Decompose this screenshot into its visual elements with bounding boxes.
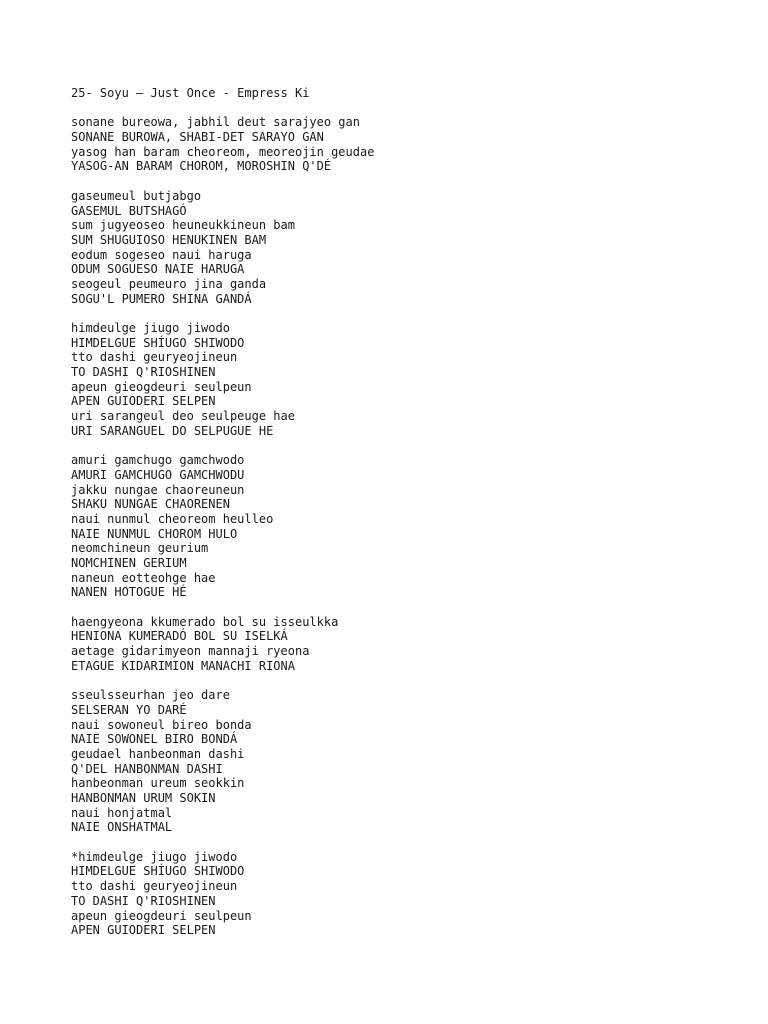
lyric-line: eodum sogeseo naui haruga (71, 247, 252, 262)
lyric-line: tto dashi geuryeojineun (71, 879, 238, 894)
lyric-line: *himdeulge jiugo jiwodo (71, 849, 238, 864)
lyrics-stanza (71, 321, 731, 439)
lyric-line: SHAKU NUNGAE CHAORENEN (71, 497, 230, 512)
lyric-line: SUM SHUGUIOSO HENUKINEN BAM (71, 232, 267, 247)
lyric-line: seogeul peumeuro jina ganda (71, 276, 267, 291)
lyric-line: NAIE SOWONEL BIRO BONDÁ (71, 732, 238, 747)
lyric-line: haengyeona kkumerado bol su isseulkka (71, 614, 339, 629)
lyric-line: neomchineun geurium (71, 541, 209, 556)
lyric-line: AMURI GAMCHUGO GAMCHWODU (71, 467, 245, 482)
lyric-line: sonane bureowa, jabhil deut sarajyeo gan (71, 115, 360, 130)
lyric-line: aetage gidarimyeon mannaji ryeona (71, 644, 310, 659)
lyric-line: HIMDELGUE SHÍUGO SHIWODO (71, 864, 245, 879)
lyrics-stanza (71, 453, 731, 600)
stanza-list (71, 115, 731, 938)
lyric-line: uri sarangeul deo seulpeuge hae (71, 409, 295, 424)
lyrics-stanza (71, 850, 731, 938)
lyric-line: NANEN HOTOGUE HÉ (71, 585, 187, 600)
lyric-line: NAIE NUNMUL CHOROM HULO (71, 526, 238, 541)
lyric-line: HANBONMAN URUM SOKIN (71, 791, 216, 806)
lyric-line: naui nunmul cheoreom heulleo (71, 511, 274, 526)
lyric-line: SELSERAN YO DARÉ (71, 702, 187, 717)
lyric-line: apeun gieogdeuri seulpeun (71, 379, 252, 394)
lyric-line: himdeulge jiugo jiwodo (71, 321, 230, 336)
lyric-line: naui sowoneul bireo bonda (71, 717, 252, 732)
lyric-line: jakku nungae chaoreuneun (71, 482, 245, 497)
lyric-line: yasog han baram cheoreom, meoreojin geudae (71, 144, 375, 159)
lyric-line: HIMDELGUE SHÍUGO SHIWODO (71, 335, 245, 350)
lyric-line: apeun gieogdeuri seulpeun (71, 908, 252, 923)
lyrics-document (71, 86, 731, 953)
lyrics-stanza (71, 688, 731, 835)
lyric-line: HENIONA KUMERADÓ BOL SU ISELKÁ (71, 629, 288, 644)
lyric-line: SONANE BUROWA, SHABI-DET SARAYO GAN (71, 130, 324, 145)
lyric-line: SOGU'L PUMERO SHINA GANDÁ (71, 291, 252, 306)
lyric-line: naui honjatmal (71, 805, 173, 820)
lyric-line: APEN GUIODERI SELPEN (71, 923, 216, 938)
lyric-line: TO DASHI Q'RIOSHINEN (71, 893, 216, 908)
lyric-line: sum jugyeoseo heuneukkineun bam (71, 218, 295, 233)
lyric-line: hanbeonman ureum seokkin (71, 776, 245, 791)
lyric-line: NAIE ONSHATMAL (71, 820, 173, 835)
lyrics-stanza (71, 615, 731, 674)
lyric-line: geudael hanbeonman dashi (71, 746, 245, 761)
lyric-line: gaseumeul butjabgo (71, 188, 202, 203)
lyric-line: naneun eotteohge hae (71, 570, 216, 585)
lyric-line: APEN GUIODERI SELPEN (71, 394, 216, 409)
lyric-line: NOMCHINEN GERIUM (71, 556, 187, 571)
document-title: 25- Soyu – Just Once - Empress Ki (71, 86, 310, 100)
lyric-line: Q'DEL HANBONMAN DASHI (71, 761, 223, 776)
lyric-line: ODUM SOGUESO NAIE HARUGA (71, 262, 245, 277)
lyric-line: tto dashi geuryeojineun (71, 350, 238, 365)
lyric-line: URI SARANGUEL DO SELPUGUE HE (71, 423, 274, 438)
lyrics-stanza (71, 189, 731, 307)
lyric-line: TO DASHI Q'RIOSHINEN (71, 365, 216, 380)
lyrics-stanza (71, 115, 731, 174)
lyric-line: GASEMUL BUTSHAGÓ (71, 203, 187, 218)
lyric-line: amuri gamchugo gamchwodo (71, 453, 245, 468)
lyric-line: ETAGUE KIDARIMION MANACHI RIONA (71, 658, 295, 673)
lyric-line: sseulsseurhan jeo dare (71, 688, 230, 703)
lyric-line: YASOG-AN BARAM CHOROM, MOROSHIN Q'DÉ (71, 159, 332, 174)
